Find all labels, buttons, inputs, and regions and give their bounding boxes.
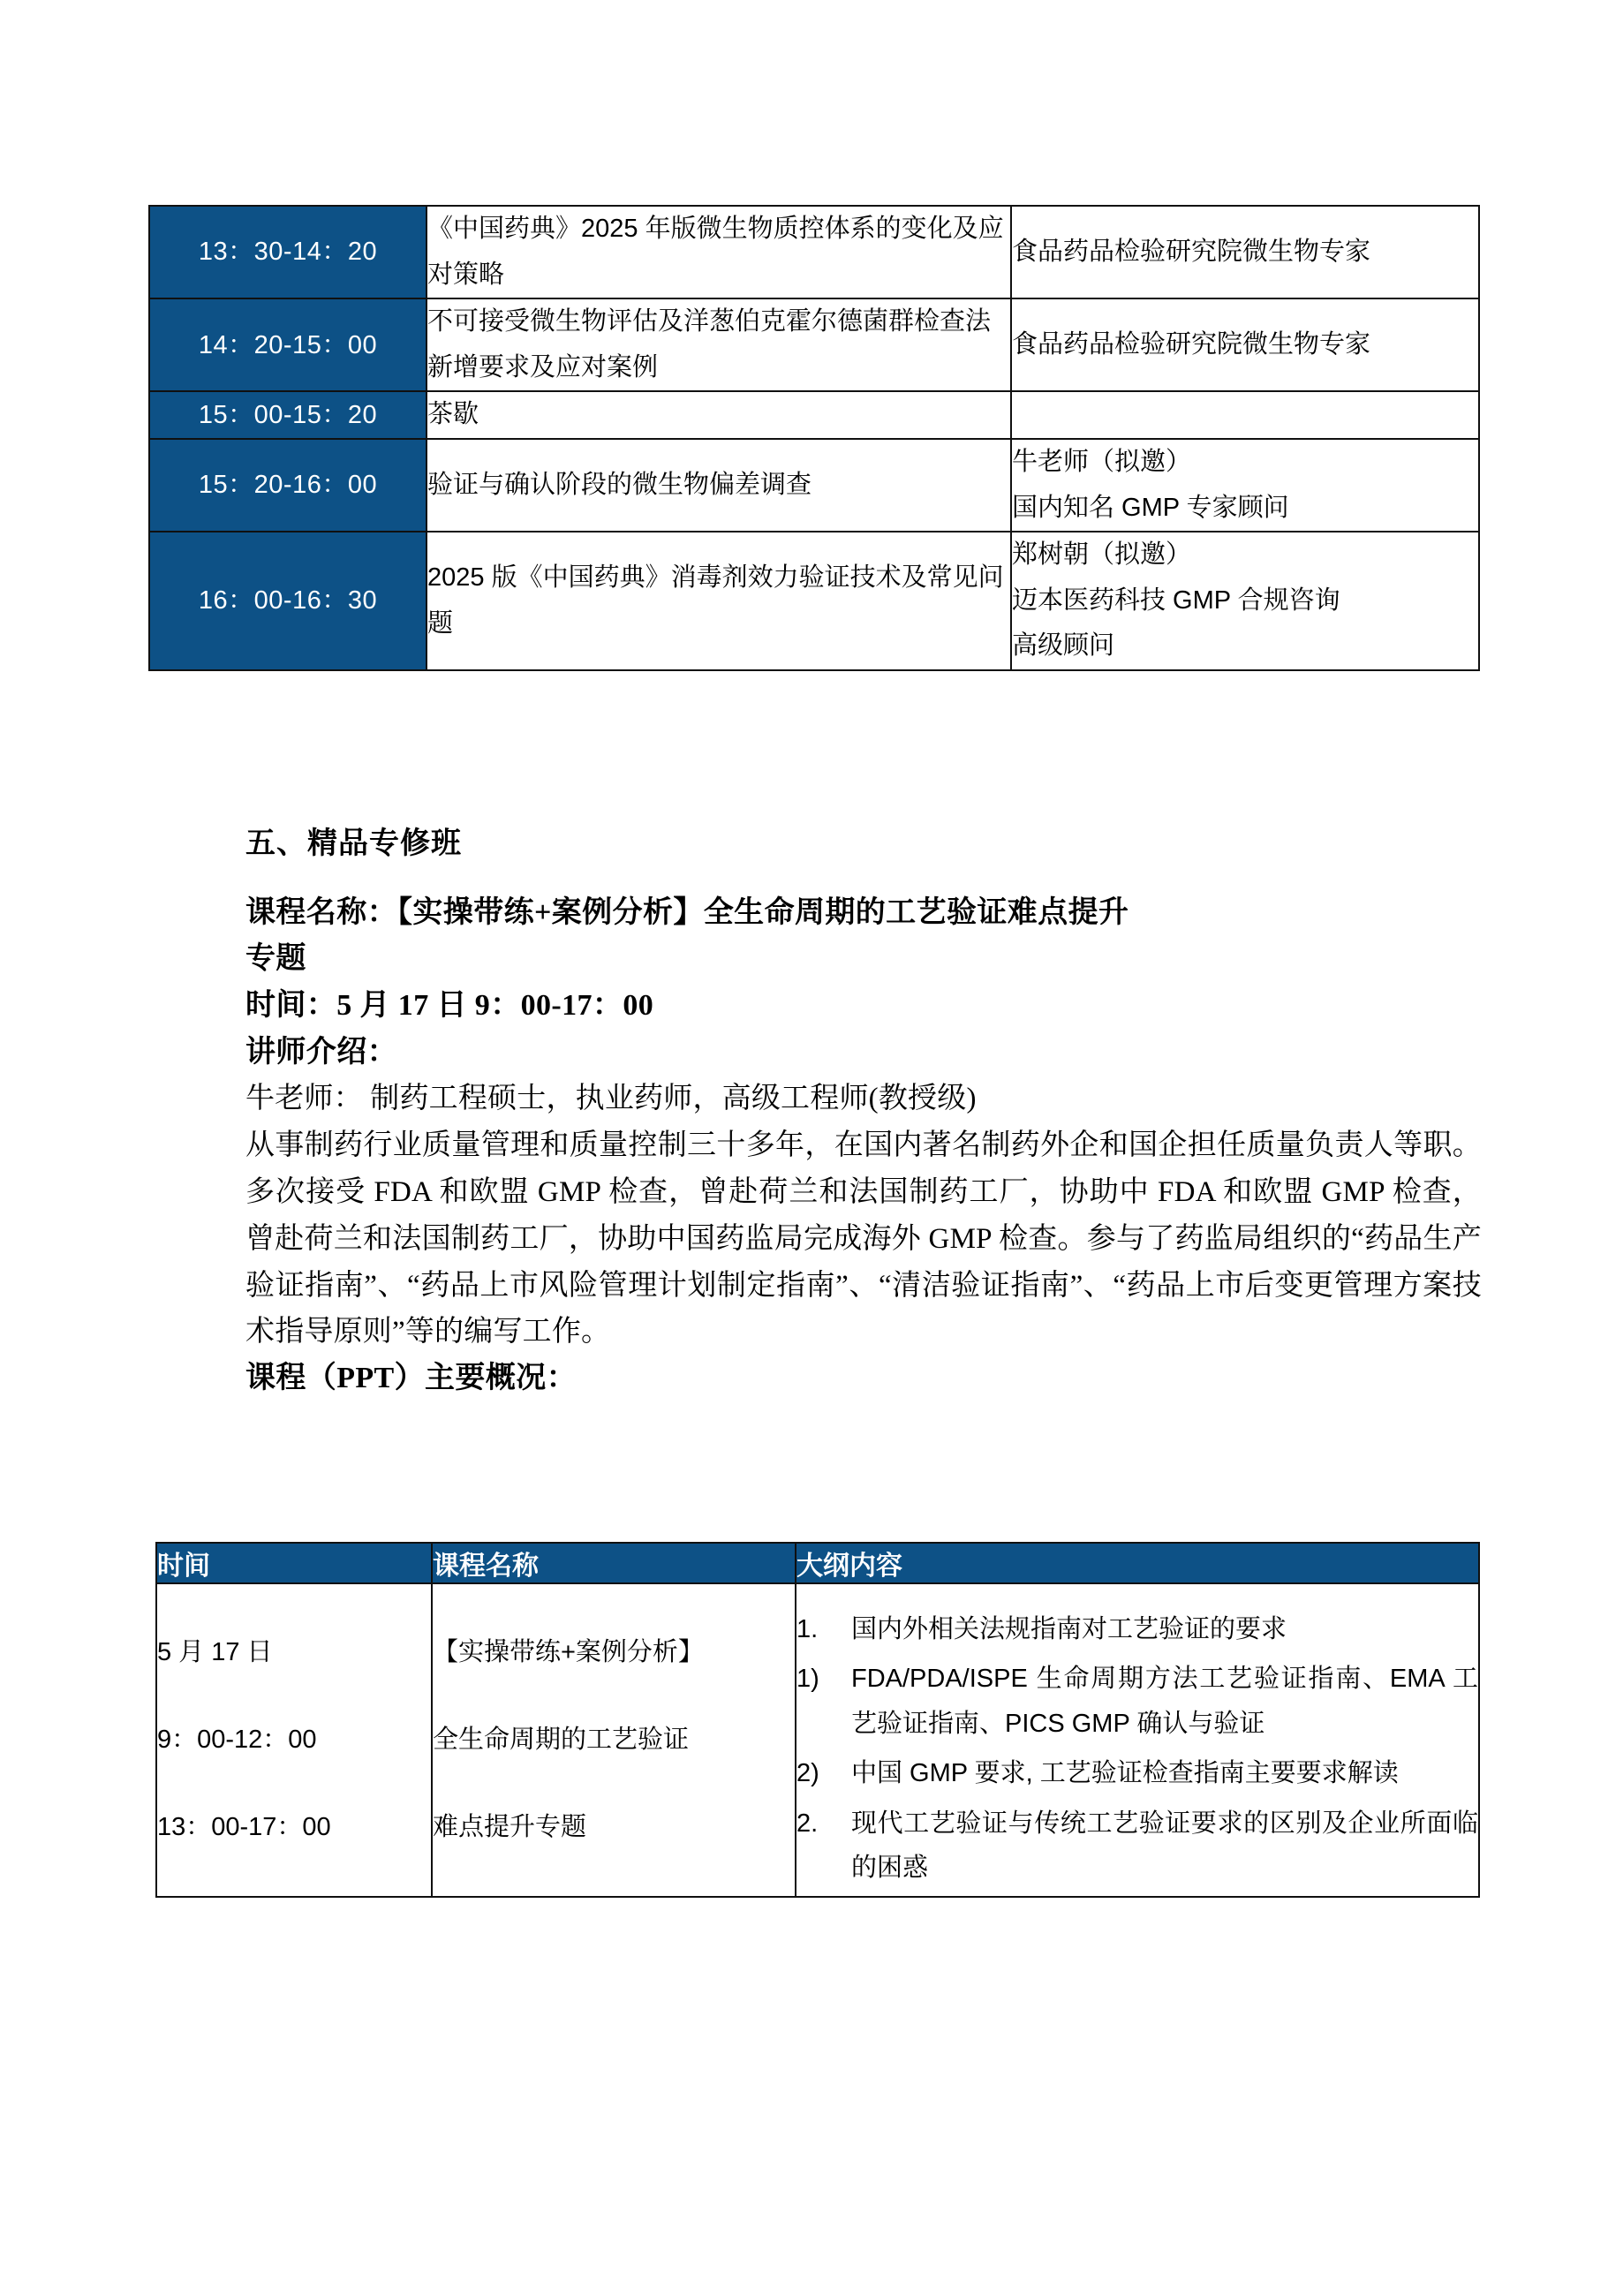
outline-course-name-line: 难点提升专题 [433, 1812, 587, 1841]
list-text: 国内外相关法规指南对工艺验证的要求 [851, 1615, 1287, 1643]
schedule-table [148, 205, 1480, 671]
schedule-speaker-cell [1011, 532, 1479, 670]
speaker-line: 高级顾问 [1012, 631, 1115, 661]
table-row [149, 391, 1479, 439]
outline-list [796, 1607, 1478, 1891]
schedule-topic-cell: 验证与确认阶段的微生物偏差调查 [427, 439, 1011, 532]
list-marker: 1. [796, 1615, 819, 1643]
course-time-line: 时间：5 月 17 日 9：00-17：00 [245, 989, 654, 1023]
schedule-topic-cell: 2025 版《中国药典》消毒剂效力验证技术及常见问题 [427, 532, 1011, 670]
list-text: 现代工艺验证与传统工艺验证要求的区别及企业所面临的困惑 [851, 1809, 1478, 1883]
table-row [149, 298, 1479, 391]
speaker-line: 郑树朝（拟邀） [1012, 540, 1192, 570]
course-name-line-1: 课程名称：【实操带练+案例分析】全生命周期的工艺验证难点提升 [245, 895, 1129, 929]
list-marker: 2) [796, 1759, 819, 1788]
list-marker: 2. [796, 1809, 819, 1838]
list-text: FDA/PDA/ISPE 生命周期方法工艺验证指南、EMA 工艺验证指南、PICS GMP 确认与验证 [851, 1665, 1478, 1738]
speaker-line: 国内知名 GMP 专家顾问 [1012, 493, 1289, 522]
schedule-topic-cell: 茶歇 [427, 391, 1011, 439]
course-outline-table [155, 1542, 1480, 1898]
list-item [796, 1607, 1478, 1651]
outline-content-cell [796, 1583, 1479, 1897]
schedule-time-cell: 14：20-15：00 [149, 298, 427, 391]
outline-time-line: 5 月 17 日 [157, 1637, 273, 1666]
course-name-line-2: 专题 [245, 942, 306, 976]
outline-course-name-line: 全生命周期的工艺验证 [433, 1725, 690, 1754]
speaker-line: 迈本医药科技 GMP 合规咨询 [1012, 585, 1340, 615]
schedule-speaker-cell [1011, 391, 1479, 439]
line-spacer [433, 1760, 795, 1808]
schedule-time-cell: 13：30-14：20 [149, 206, 427, 298]
table-row [149, 439, 1479, 532]
table-row [156, 1583, 1479, 1897]
schedule-time-cell: 16：00-16：30 [149, 532, 427, 670]
table-header-row [156, 1543, 1479, 1583]
outline-course-name-line: 【实操带练+案例分析】 [433, 1637, 704, 1666]
schedule-time-cell: 15：00-15：20 [149, 391, 427, 439]
speaker-line: 牛老师（拟邀） [1012, 448, 1192, 477]
section-heading: 五、精品专修班 [245, 827, 462, 860]
schedule-time-cell: 15：20-16：00 [149, 439, 427, 532]
list-text: 中国 GMP 要求, 工艺验证检查指南主要要求解读 [851, 1759, 1399, 1788]
ppt-overview-heading: 课程（PPT）主要概况： [245, 1362, 577, 1395]
outline-header-course-name: 课程名称 [432, 1543, 796, 1583]
list-item [796, 1751, 1478, 1795]
table-row [149, 206, 1479, 298]
schedule-speaker-cell [1011, 439, 1479, 532]
line-spacer [433, 1673, 795, 1720]
outline-time-line: 13：00-17：00 [157, 1812, 331, 1841]
outline-course-name-cell [432, 1583, 796, 1897]
table-row [149, 532, 1479, 670]
schedule-topic-cell: 《中国药典》2025 年版微生物质控体系的变化及应对策略 [427, 206, 1011, 298]
list-item [796, 1657, 1478, 1746]
schedule-speaker-cell: 食品药品检验研究院微生物专家 [1011, 206, 1479, 298]
instructor-intro-label: 讲师介绍： [245, 1035, 397, 1069]
outline-header-time: 时间 [156, 1543, 432, 1583]
line-spacer [157, 1760, 431, 1808]
instructor-name-line: 牛老师： 制药工程硕士，执业药师，高级工程师(教授级) [245, 1083, 977, 1115]
section-body [245, 821, 1482, 1402]
instructor-bio: 从事制药行业质量管理和质量控制三十多年，在国内著名制药外企和国企担任质量负责人等职。多次接受 FDA 和欧盟 GMP 检查，曾赴荷兰和法国制药工厂，协助中 FDA 和欧盟 GMP 检查，曾赴荷兰和法国制药工厂，协助中国药监局完成海外 GMP 检查。参与了药监局组织的“药品生产验证指南”、“药品上市风险管理计划制定指南”、“清洁验证指南”、“药品上市后变更管理方案技术指导原则”等的编写工作。 [245, 1129, 1482, 1348]
list-item [796, 1801, 1478, 1891]
schedule-topic-cell: 不可接受微生物评估及洋葱伯克霍尔德菌群检查法新增要求及应对案例 [427, 298, 1011, 391]
line-spacer [157, 1673, 431, 1720]
outline-time-cell [156, 1583, 432, 1897]
list-marker: 1) [796, 1665, 819, 1694]
outline-header-outline: 大纲内容 [796, 1543, 1479, 1583]
outline-time-line: 9：00-12：00 [157, 1725, 317, 1754]
schedule-speaker-cell: 食品药品检验研究院微生物专家 [1011, 298, 1479, 391]
